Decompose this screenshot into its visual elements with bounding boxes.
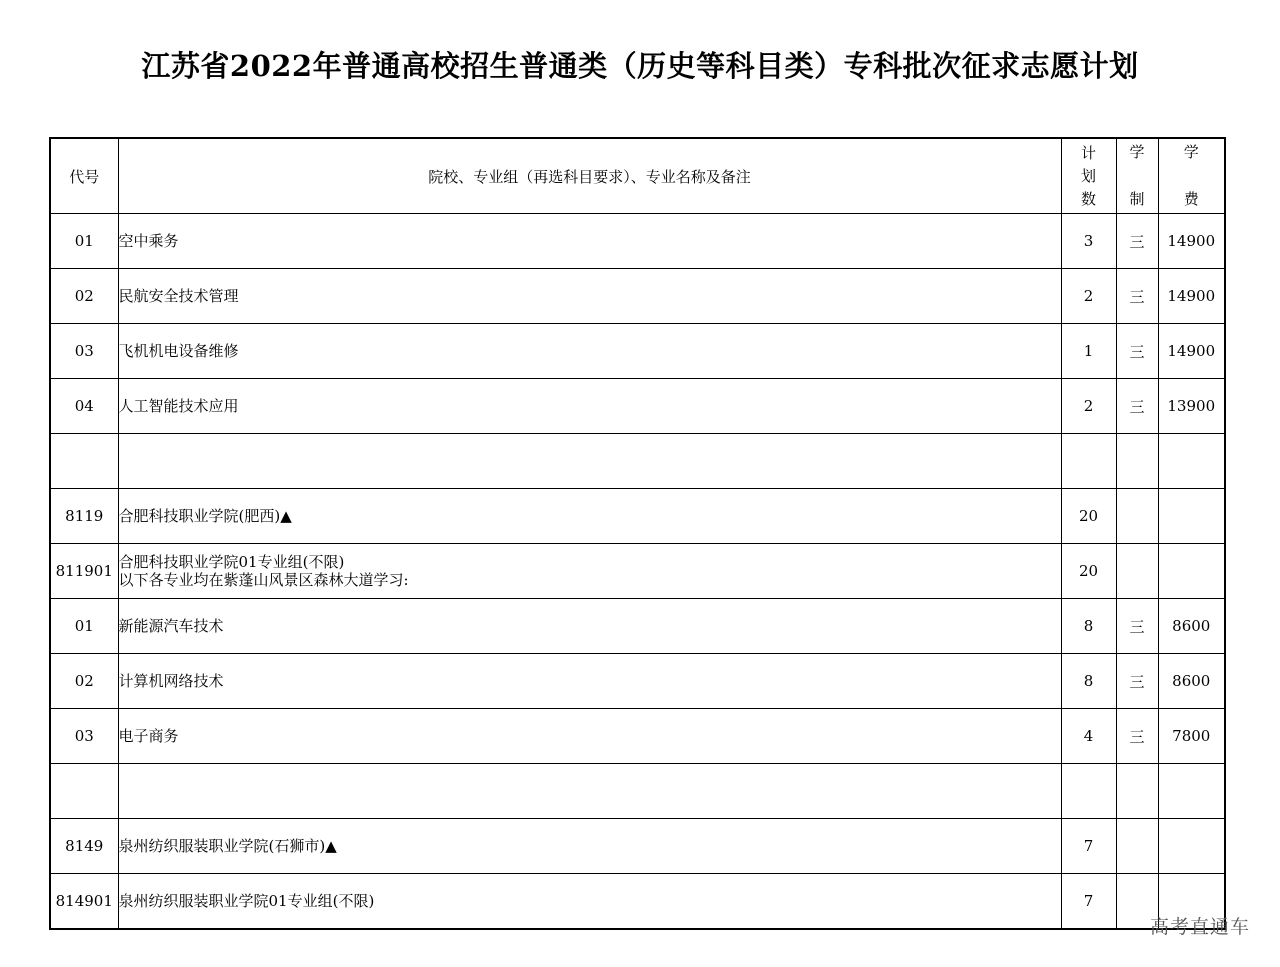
- row-name-line: 泉州纺织服装职业学院(石狮市)▲: [118, 837, 337, 855]
- row-name: [118, 709, 1061, 764]
- row-name: [118, 764, 1061, 819]
- row-code: 8149: [50, 819, 118, 874]
- row-plan-count: 2: [1061, 269, 1116, 324]
- row-code: 8119: [50, 489, 118, 544]
- row-name: [118, 434, 1061, 489]
- row-system: [1116, 819, 1158, 874]
- row-code: 01: [50, 214, 118, 269]
- row-plan-count: 1: [1061, 324, 1116, 379]
- plan-table: [49, 137, 1226, 930]
- row-plan-count: 20: [1061, 489, 1116, 544]
- table-row: [50, 819, 1225, 874]
- row-name-line: 人工智能技术应用: [118, 397, 239, 415]
- table-row: [50, 324, 1225, 379]
- row-system: [1116, 764, 1158, 819]
- row-fee: 14900: [1158, 324, 1225, 379]
- row-system: [1116, 434, 1158, 489]
- header-fee: 学 费: [1158, 138, 1225, 214]
- row-plan-count: 4: [1061, 709, 1116, 764]
- row-code: 03: [50, 709, 118, 764]
- table-row: [50, 599, 1225, 654]
- row-remark-line: 以下各专业均在紫蓬山风景区森林大道学习:: [118, 571, 409, 589]
- row-name: [118, 324, 1061, 379]
- row-name-line: 合肥科技职业学院(肥西)▲: [118, 507, 292, 525]
- row-name: [118, 599, 1061, 654]
- row-plan-count: [1061, 764, 1116, 819]
- row-fee: [1158, 544, 1225, 599]
- row-name-line: 飞机机电设备维修: [118, 342, 239, 360]
- row-code: 01: [50, 599, 118, 654]
- row-system: 三: [1116, 599, 1158, 654]
- row-name: [118, 819, 1061, 874]
- table-row: [50, 489, 1225, 544]
- header-system: 学 制: [1116, 138, 1158, 214]
- row-name: [118, 269, 1061, 324]
- row-fee: 8600: [1158, 654, 1225, 709]
- header-name: 院校、专业组（再选科目要求）、专业名称及备注: [118, 138, 1061, 214]
- row-fee: [1158, 434, 1225, 489]
- row-name-line: 民航安全技术管理: [118, 287, 239, 305]
- row-system: 三: [1116, 654, 1158, 709]
- row-plan-count: 8: [1061, 599, 1116, 654]
- row-name: [118, 379, 1061, 434]
- row-fee: 13900: [1158, 379, 1225, 434]
- row-name-line: 空中乘务: [118, 232, 179, 250]
- table-row: [50, 269, 1225, 324]
- row-fee: [1158, 489, 1225, 544]
- row-code: 814901: [50, 874, 118, 930]
- table-row: [50, 434, 1225, 489]
- watermark: 高考直通车: [1149, 916, 1250, 938]
- row-name-line: 计算机网络技术: [118, 672, 224, 690]
- row-code: [50, 434, 118, 489]
- row-name-line: 泉州纺织服装职业学院01专业组(不限): [118, 892, 375, 910]
- row-name-line: 电子商务: [118, 727, 179, 745]
- row-name: [118, 874, 1061, 930]
- table-row: [50, 379, 1225, 434]
- row-fee: 14900: [1158, 214, 1225, 269]
- row-fee: [1158, 819, 1225, 874]
- row-name-line: 合肥科技职业学院01专业组(不限): [118, 553, 345, 571]
- row-code: 02: [50, 654, 118, 709]
- row-name: [118, 489, 1061, 544]
- row-code: 04: [50, 379, 118, 434]
- row-fee: 14900: [1158, 269, 1225, 324]
- row-code: 811901: [50, 544, 118, 599]
- table-row: [50, 764, 1225, 819]
- row-plan-count: 7: [1061, 819, 1116, 874]
- row-name: [118, 214, 1061, 269]
- row-code: [50, 764, 118, 819]
- row-name-line: 新能源汽车技术: [118, 617, 224, 635]
- row-system: [1116, 489, 1158, 544]
- row-system: 三: [1116, 379, 1158, 434]
- row-name: [118, 544, 1061, 599]
- table-row: [50, 874, 1225, 930]
- row-system: 三: [1116, 269, 1158, 324]
- row-plan-count: 20: [1061, 544, 1116, 599]
- row-system: 三: [1116, 709, 1158, 764]
- header-plan-count: 计 划 数: [1061, 138, 1116, 214]
- row-code: 03: [50, 324, 118, 379]
- row-fee: 8600: [1158, 599, 1225, 654]
- table-row: [50, 709, 1225, 764]
- row-plan-count: 3: [1061, 214, 1116, 269]
- table-row: [50, 214, 1225, 269]
- row-system: 三: [1116, 324, 1158, 379]
- row-name: [118, 654, 1061, 709]
- row-plan-count: 7: [1061, 874, 1116, 930]
- row-fee: 7800: [1158, 709, 1225, 764]
- table-header-row: [50, 138, 1225, 214]
- row-code: 02: [50, 269, 118, 324]
- row-plan-count: [1061, 434, 1116, 489]
- row-system: [1116, 544, 1158, 599]
- table-row: [50, 654, 1225, 709]
- row-plan-count: 8: [1061, 654, 1116, 709]
- row-fee: [1158, 764, 1225, 819]
- table-row: [50, 544, 1225, 599]
- page-title: 江苏省2022年普通高校招生普通类（历史等科目类）专科批次征求志愿计划: [141, 49, 1139, 83]
- header-code: 代号: [50, 138, 118, 214]
- row-system: 三: [1116, 214, 1158, 269]
- row-plan-count: 2: [1061, 379, 1116, 434]
